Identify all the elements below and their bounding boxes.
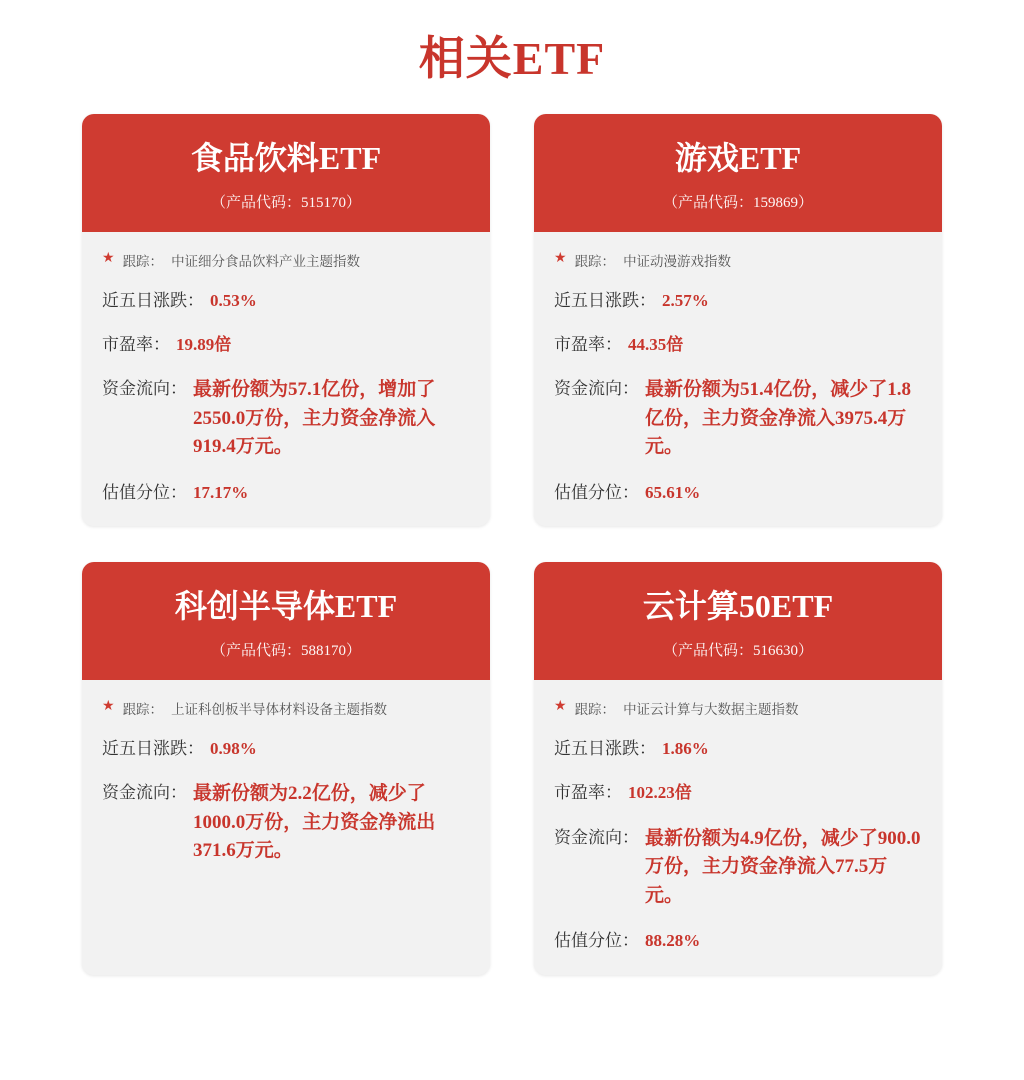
etf-five-day-value: 2.57%: [662, 290, 709, 310]
etf-pe-label: 市盈率：: [102, 335, 170, 355]
etf-flow-value: 最新份额为51.4亿份，减少了1.8亿份，主力资金净流入3975.4万元。: [645, 379, 912, 458]
etf-card-code: （产品代码：159869）: [662, 194, 813, 211]
etf-five-day-label: 近五日涨跌：: [554, 290, 656, 310]
etf-flow-label: 资金流向：: [554, 379, 639, 399]
etf-card-body: [82, 680, 490, 975]
etf-five-day-change: [554, 288, 922, 314]
etf-card[interactable]: [82, 114, 490, 526]
etf-valuation-value: 88.28%: [645, 931, 701, 951]
etf-track-label: 跟踪：: [574, 702, 616, 718]
etf-card-code: （产品代码：515170）: [210, 194, 361, 211]
etf-flow-label: 资金流向：: [102, 783, 187, 803]
etf-card-title: 食品饮料ETF: [190, 140, 382, 176]
etf-track-value: 上证科创板半导体材料设备主题指数: [171, 702, 388, 718]
etf-card-title: 科创半导体ETF: [174, 588, 398, 625]
etf-card-grid: [0, 114, 1024, 975]
etf-fund-flow: [554, 825, 922, 911]
star-icon: ★: [554, 699, 567, 715]
etf-card-title: 云计算50ETF: [642, 588, 834, 625]
etf-five-day-label: 近五日涨跌：: [554, 739, 656, 759]
etf-pe-ratio: [554, 780, 922, 806]
etf-flow-label: 资金流向：: [102, 379, 187, 399]
etf-track-label: 跟踪：: [122, 702, 164, 718]
page-title: 相关ETF: [418, 33, 606, 84]
etf-flow-value: 最新份额为2.2亿份，减少了1000.0万份，主力资金净流出371.6万元。: [193, 783, 436, 862]
etf-valuation-percentile: [554, 928, 922, 954]
etf-card-body: [534, 680, 942, 975]
etf-five-day-value: 0.98%: [210, 739, 257, 759]
etf-five-day-label: 近五日涨跌：: [102, 290, 204, 310]
etf-fund-flow: [102, 780, 470, 866]
etf-card-header: [534, 562, 942, 680]
etf-pe-label: 市盈率：: [554, 335, 622, 355]
etf-valuation-value: 17.17%: [193, 482, 249, 502]
etf-five-day-change: [102, 736, 470, 762]
etf-track-value: 中证云计算与大数据主题指数: [623, 702, 799, 718]
etf-pe-ratio: [102, 332, 470, 358]
etf-fund-flow: [102, 376, 470, 462]
etf-track-value: 中证动漫游戏指数: [623, 253, 732, 269]
etf-five-day-value: 1.86%: [662, 739, 709, 759]
etf-track-row: [102, 698, 470, 718]
etf-card-title: 游戏ETF: [674, 140, 802, 176]
etf-pe-value: 19.89倍: [176, 335, 232, 355]
etf-track-value: 中证细分食品饮料产业主题指数: [171, 253, 361, 269]
etf-card-header: [82, 562, 490, 680]
etf-valuation-label: 估值分位：: [102, 482, 187, 502]
etf-pe-label: 市盈率：: [554, 783, 622, 803]
etf-card[interactable]: [534, 114, 942, 526]
etf-card-code: （产品代码：516630）: [662, 643, 813, 660]
etf-valuation-percentile: [102, 480, 470, 506]
etf-track-label: 跟踪：: [574, 253, 616, 269]
etf-valuation-label: 估值分位：: [554, 482, 639, 502]
etf-five-day-label: 近五日涨跌：: [102, 739, 204, 759]
etf-flow-label: 资金流向：: [554, 827, 639, 847]
etf-card-header: [534, 114, 942, 232]
etf-five-day-value: 0.53%: [210, 290, 257, 310]
etf-card-body: [534, 232, 942, 527]
etf-five-day-change: [554, 736, 922, 762]
star-icon: ★: [554, 250, 567, 266]
etf-card[interactable]: [82, 562, 490, 974]
etf-card[interactable]: [534, 562, 942, 974]
etf-pe-value: 102.23倍: [628, 783, 692, 803]
star-icon: ★: [102, 250, 115, 266]
etf-valuation-label: 估值分位：: [554, 931, 639, 951]
etf-fund-flow: [554, 376, 922, 462]
etf-card-header: [82, 114, 490, 232]
etf-pe-value: 44.35倍: [628, 335, 684, 355]
etf-pe-ratio: [554, 332, 922, 358]
etf-valuation-value: 65.61%: [645, 482, 701, 502]
etf-track-row: [554, 698, 922, 718]
etf-flow-value: 最新份额为4.9亿份，减少了900.0万份，主力资金净流入77.5万元。: [645, 827, 921, 906]
etf-flow-value: 最新份额为57.1亿份，增加了2550.0万份，主力资金净流入919.4万元。: [193, 379, 436, 458]
etf-card-code: （产品代码：588170）: [210, 643, 361, 660]
etf-five-day-change: [102, 288, 470, 314]
etf-card-body: [82, 232, 490, 527]
etf-valuation-percentile: [554, 480, 922, 506]
etf-track-row: [102, 250, 470, 270]
etf-track-label: 跟踪：: [122, 253, 164, 269]
star-icon: ★: [102, 699, 115, 715]
etf-track-row: [554, 250, 922, 270]
